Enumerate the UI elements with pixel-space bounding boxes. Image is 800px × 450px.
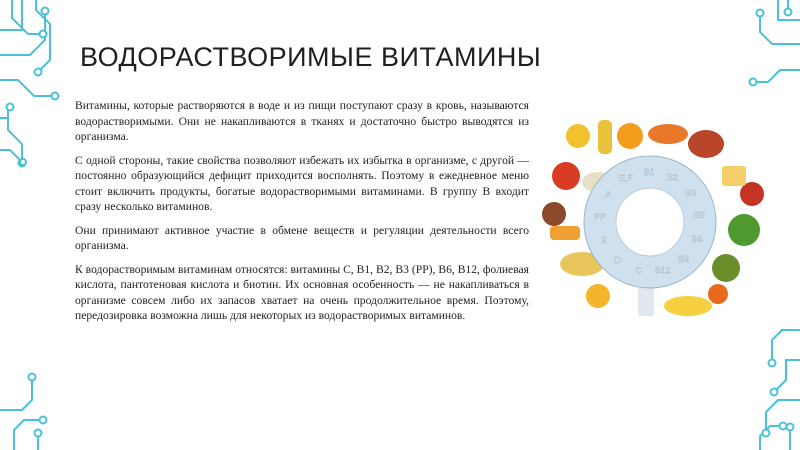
paragraph-intro: Витамины, которые растворяются в воде и из пищи поступают сразу в кровь, называются водорастворимыми. Они не накапливаются в тканях и достаточно быстро выводятся из организма. (75, 99, 529, 143)
circuit-decoration-left (0, 0, 80, 450)
vitamin-label: PP (594, 211, 607, 222)
slide-body (75, 98, 529, 332)
vitamin-label: D (614, 255, 621, 265)
vitamin-label: B3 (685, 187, 697, 198)
vitamin-label: E,F (618, 173, 634, 184)
paragraph-list: К водорастворимым витаминам относятся: витамины С, В1, В2, В3 (РР), В6, В12, фолиевая кислота, пантотеновая кислота и биотин. Их основная особенность — не накапливаться в организме совсем либо их запасов хватает на очень продолжительное время. Поэтому, передозировка возможна лишь для некоторых из водорастворимых витаминов. (75, 262, 529, 322)
vitamin-label: B12 (654, 265, 671, 276)
paragraph-metabolism: Они принимают активное участие в обмене веществ и регуляции деятельности всего организма. (75, 223, 529, 252)
vitamin-label: A (605, 189, 612, 200)
vitamin-label: B6 (691, 233, 703, 244)
slide-title: ВОДОРАСТВОРИМЫЕ ВИТАМИНЫ (80, 42, 542, 72)
vitamin-label: B5 (693, 210, 706, 221)
vitamin-food-wheel-image (538, 118, 770, 318)
vitamin-label: B2 (666, 172, 679, 183)
vitamin-label: B1 (643, 167, 655, 177)
vitamin-label: C (635, 265, 643, 276)
vitamin-label: K (600, 235, 607, 246)
paragraph-deficit: С одной стороны, такие свойства позволяют избежать их избытка в организме, с другой — постоянно образующийся дефицит приходится восполнять. Поэтому в ежедневное меню стоит включить продукты, богатые водорастворимыми витаминами. В группу В входит сразу несколько витаминов. (75, 153, 529, 213)
vitamin-label: B9 (678, 253, 690, 264)
